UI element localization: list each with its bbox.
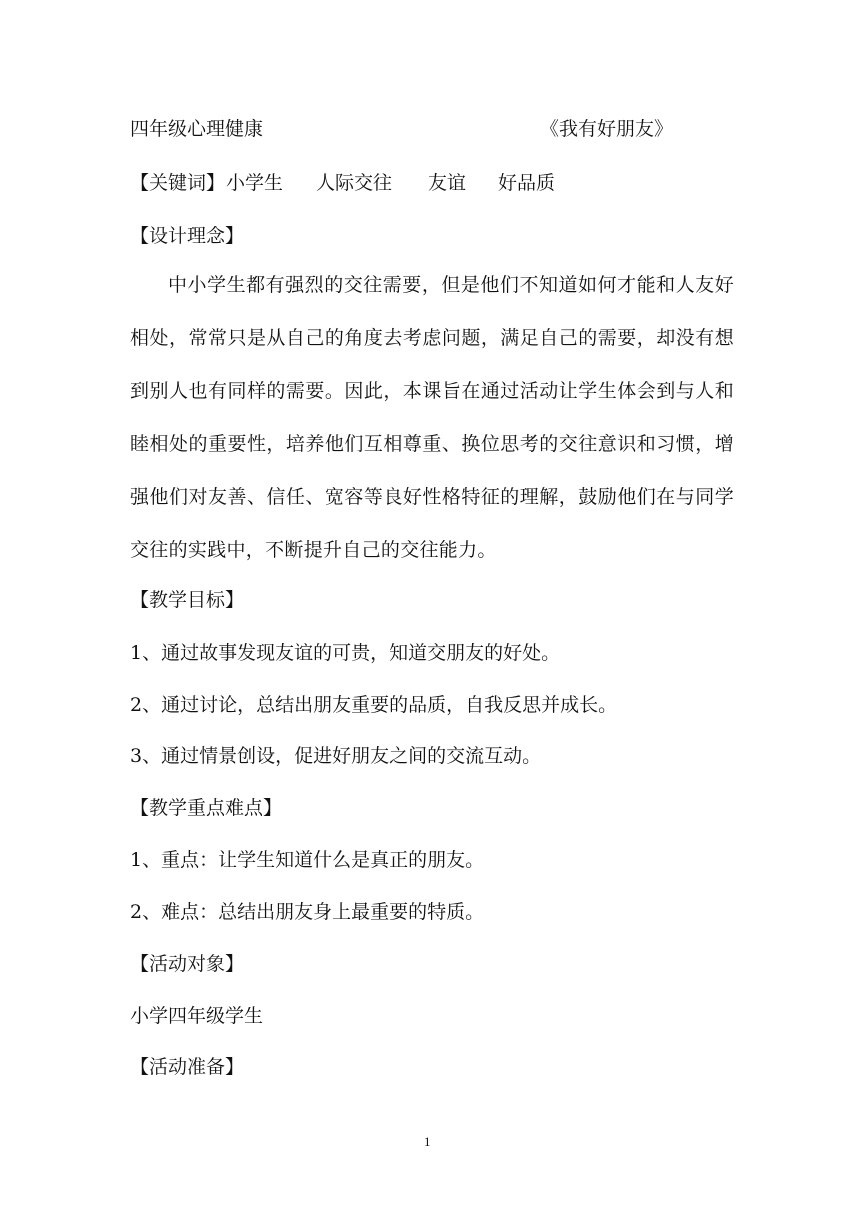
design-paragraph: 中小学生都有强烈的交往需要，但是他们不知道如何才能和人友好相处，常常只是从自己的角度去考虑问题，满足自己的需要，却没有想到别人也有同样的需要。因此，本课旨在通过活动让学生体会到与人和睦相处的重要性，培养他们互相尊重、换位思考的交往意识和习惯，增强他们对友善、信任、宽容等良好性格特征的理解，鼓励他们在与同学交往的实践中，不断提升自己的交往能力。 (130, 274, 734, 561)
keyword-item: 人际交往 (316, 172, 393, 194)
page-number: 1 (424, 1134, 431, 1149)
preparation-heading: 【活动准备】 (130, 1056, 245, 1078)
keywords-line (130, 170, 555, 196)
keypoint-item: 2、难点：总结出朋友身上最重要的特质。 (130, 901, 485, 923)
keyword-item: 小学生 (226, 172, 284, 194)
target-heading: 【活动对象】 (130, 953, 245, 975)
keypoint-item: 1、重点：让学生知道什么是真正的朋友。 (130, 849, 485, 871)
objectives-heading: 【教学目标】 (130, 589, 245, 611)
lesson-title: 《我有好朋友》 (540, 118, 674, 140)
objective-item: 3、通过情景创设，促进好朋友之间的交流互动。 (130, 745, 542, 767)
course-label: 四年级心理健康 (130, 118, 264, 140)
keywords-label: 【关键词】 (130, 172, 226, 194)
keyword-item: 好品质 (498, 172, 556, 194)
target-text: 小学四年级学生 (130, 1005, 264, 1027)
keypoints-heading: 【教学重点难点】 (130, 797, 283, 819)
document-header (130, 116, 674, 142)
keyword-item: 友谊 (428, 172, 467, 194)
design-heading: 【设计理念】 (130, 225, 245, 247)
objective-item: 1、通过故事发现友谊的可贵，知道交朋友的好处。 (130, 642, 561, 664)
objective-item: 2、通过讨论，总结出朋友重要的品质，自我反思并成长。 (130, 694, 618, 716)
